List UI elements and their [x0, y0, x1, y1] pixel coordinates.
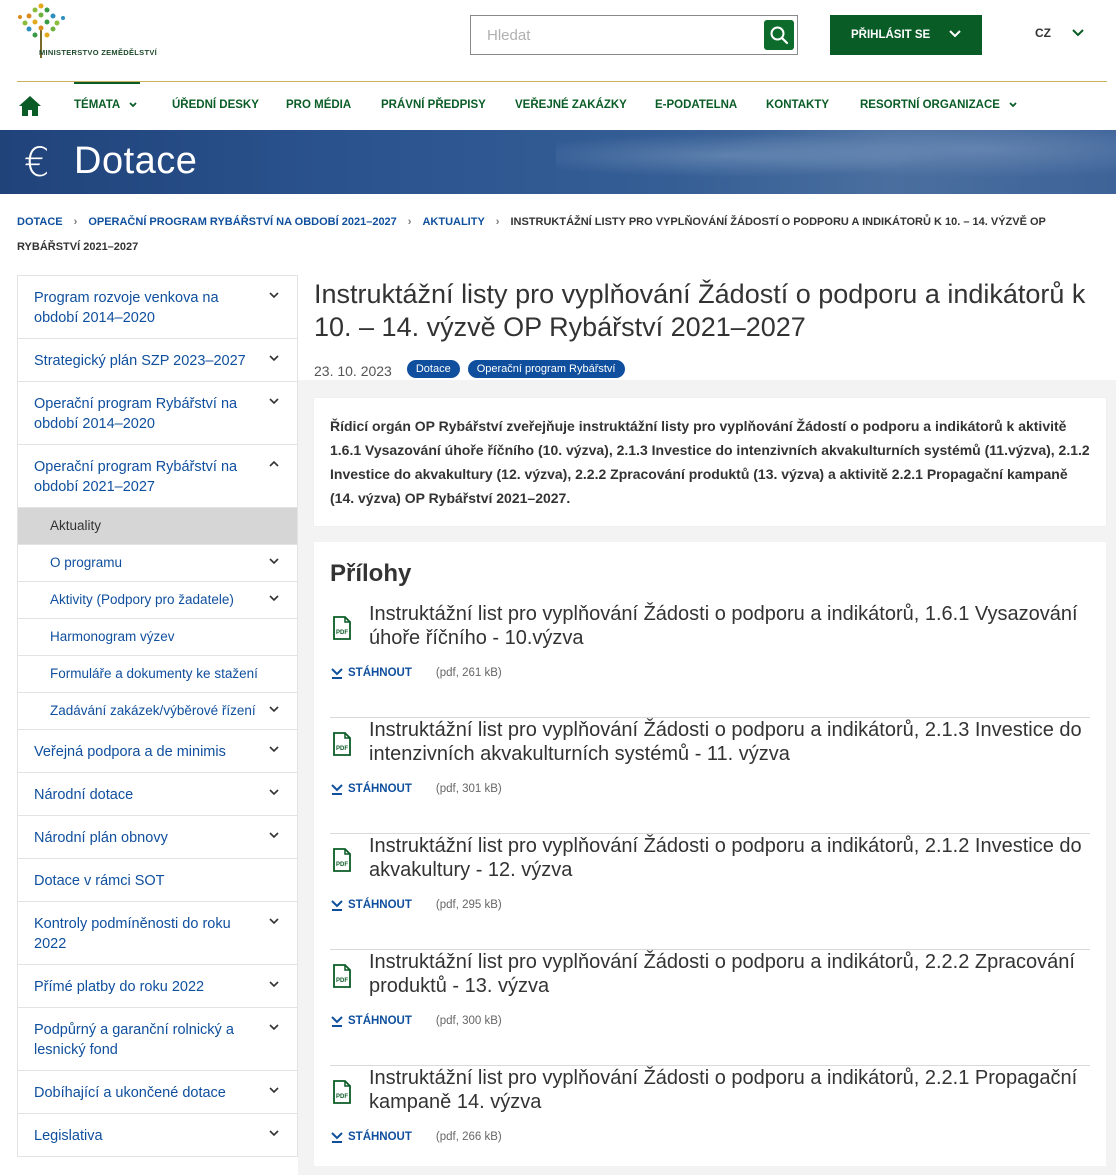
sidebar-item-szp[interactable]: Strategický plán SZP 2023–2027 — [18, 339, 297, 382]
tag-dotace[interactable]: Dotace — [407, 360, 460, 378]
main-navigation — [0, 82, 1116, 130]
language-selector[interactable]: CZ — [1035, 26, 1051, 40]
tag-op-rybarstvi[interactable]: Operační program Rybářství — [468, 360, 625, 378]
banner-background — [556, 130, 1116, 194]
nav-item-uredni-desky[interactable]: ÚŘEDNÍ DESKY — [172, 99, 259, 111]
sidebar-subitem-aktivity[interactable]: Aktivity (Podpory pro žadatele) — [18, 582, 297, 619]
file-info: (pdf, 301 kB) — [435, 783, 502, 795]
chevron-down-icon[interactable] — [269, 917, 279, 925]
chevron-down-icon[interactable] — [269, 354, 279, 362]
logo-text: MINISTERSTVO ZEMĚDĚLSTVÍ — [39, 48, 158, 57]
file-info: (pdf, 300 kB) — [435, 1015, 502, 1027]
chevron-down-icon[interactable] — [269, 980, 279, 988]
sidebar-subitem-o-programu[interactable]: O programu — [18, 545, 297, 582]
article-perex: Řídicí orgán OP Rybářství zveřejňuje instruktážní listy pro vyplňování Žádostí o podporu a indikátorů k aktivitě 1.6.1 Vysazování úhoře říčního (10. výzva), 2.1.3 Investice do intenzivních akvakulturních systémů (11.výzva), 2.1.2 Investice do akvakultury (12. výzva), 2.2.2 Zpracování produktů (13. výzva) a aktivitě 2.2.1 Propagační kampaně (14. výzva) OP Rybářství 2021–2027. — [314, 398, 1106, 526]
svg-text:PDF: PDF — [336, 630, 348, 636]
sidebar-item-legislativa[interactable]: Legislativa — [18, 1114, 297, 1157]
chevron-down-icon[interactable] — [269, 788, 279, 796]
nav-active-indicator — [74, 82, 140, 84]
nav-item-e-podatelna[interactable]: E-PODATELNA — [655, 99, 738, 111]
search-box — [470, 15, 798, 55]
attachment-item — [330, 602, 1090, 718]
file-info: (pdf, 266 kB) — [435, 1131, 502, 1143]
download-link[interactable] — [330, 1130, 502, 1144]
sidebar-item-dobihajici-dotace[interactable]: Dobíhající a ukončené dotace — [18, 1071, 297, 1114]
pdf-file-icon — [332, 1080, 352, 1104]
svg-text:PDF: PDF — [336, 746, 348, 752]
chevron-down-icon[interactable] — [269, 745, 279, 753]
breadcrumb-separator-icon: › — [495, 216, 500, 228]
pdf-file-icon — [332, 848, 352, 872]
attachment-title[interactable]: Instruktážní list pro vyplňování Žádosti o podporu a indikátorů, 2.2.1 Propagační kampaně 14. výzva — [369, 1067, 1078, 1113]
section-title: Dotace — [74, 140, 198, 182]
chevron-down-icon[interactable] — [269, 557, 279, 565]
sidebar-subitem-harmonogram[interactable]: Harmonogram výzev — [18, 619, 297, 656]
download-link[interactable] — [330, 1014, 502, 1028]
attachment-item — [330, 1066, 1090, 1175]
attachment-item — [330, 950, 1090, 1066]
chevron-down-icon — [948, 27, 962, 41]
section-banner — [0, 130, 1116, 194]
chevron-down-icon — [129, 102, 137, 108]
download-link[interactable] — [330, 898, 502, 912]
download-label: STÁHNOUT — [348, 1015, 412, 1027]
sidebar-item-op-rybarstvi-2021[interactable]: Operační program Rybářství na období 2021–2027 — [18, 445, 297, 508]
download-link[interactable] — [330, 782, 502, 796]
sidebar-item-narodni-plan-obnovy[interactable]: Národní plán obnovy — [18, 816, 297, 859]
attachment-item — [330, 834, 1090, 950]
sidebar-navigation — [17, 275, 298, 1157]
file-info: (pdf, 261 kB) — [435, 667, 502, 679]
breadcrumb-link-dotace[interactable]: DOTACE — [17, 216, 63, 228]
nav-item-kontakty[interactable]: KONTAKTY — [766, 99, 830, 111]
attachment-title[interactable]: Instruktážní list pro vyplňování Žádosti o podporu a indikátorů, 1.6.1 Vysazování úhoře říčního - 10.výzva — [369, 603, 1078, 649]
download-icon — [330, 1130, 344, 1144]
page-title: Instruktážní listy pro vyplňování Žádostí o podporu a indikátorů k 10. – 14. výzvě OP Rybářství 2021–2027 — [314, 279, 1086, 342]
pdf-file-icon — [332, 732, 352, 756]
sidebar-item-prime-platby[interactable]: Přímé platby do roku 2022 — [18, 965, 297, 1008]
pdf-file-icon — [332, 964, 352, 988]
breadcrumb-link-aktuality[interactable]: AKTUALITY — [422, 216, 485, 228]
chevron-down-icon[interactable] — [269, 291, 279, 299]
svg-text:PDF: PDF — [336, 1094, 348, 1100]
search-button[interactable] — [764, 20, 794, 50]
download-label: STÁHNOUT — [348, 899, 412, 911]
sidebar-item-narodni-dotace[interactable]: Národní dotace — [18, 773, 297, 816]
download-label: STÁHNOUT — [348, 1131, 412, 1143]
breadcrumb-current: INSTRUKTÁŽNÍ LISTY PRO VYPLŇOVÁNÍ ŽÁDOSTÍ O PODPORU A INDIKÁTORŮ K 10. – 14. VÝZVĚ OP RYBÁŘSTVÍ 2021–2027 — [17, 216, 1046, 253]
download-icon — [330, 782, 344, 796]
chevron-down-icon — [1009, 102, 1017, 108]
chevron-down-icon[interactable] — [269, 1086, 279, 1094]
breadcrumb-link-op-rybarstvi[interactable]: OPERAČNÍ PROGRAM RYBÁŘSTVÍ NA OBDOBÍ 2021–2027 — [88, 216, 397, 228]
sidebar-item-dotace-sot[interactable]: Dotace v rámci SOT — [18, 859, 297, 902]
sidebar-item-op-rybarstvi-2014[interactable]: Operační program Rybářství na období 2014–2020 — [18, 382, 297, 445]
pdf-file-icon — [332, 616, 352, 640]
sidebar-subitem-zadavani-zakazek[interactable]: Zadávání zakázek/výběrové řízení — [18, 693, 297, 730]
sidebar-item-kontroly-podminenosti[interactable]: Kontroly podmíněnosti do roku 2022 — [18, 902, 297, 965]
download-icon — [330, 1014, 344, 1028]
chevron-down-icon[interactable] — [269, 397, 279, 405]
nav-item-resortni-organizace[interactable]: RESORTNÍ ORGANIZACE — [860, 99, 1017, 111]
login-button[interactable] — [830, 15, 982, 55]
chevron-down-icon[interactable] — [1071, 26, 1085, 40]
download-label: STÁHNOUT — [348, 783, 412, 795]
svg-text:PDF: PDF — [336, 978, 348, 984]
chevron-up-icon[interactable] — [269, 460, 279, 468]
file-info: (pdf, 295 kB) — [435, 899, 502, 911]
download-label: STÁHNOUT — [348, 667, 412, 679]
search-input[interactable] — [471, 16, 761, 54]
article-meta — [314, 359, 633, 379]
attachment-title[interactable]: Instruktážní list pro vyplňování Žádosti o podporu a indikátorů, 2.1.2 Investice do akvakultury - 12. výzva — [369, 835, 1082, 881]
attachments-heading: Přílohy — [330, 560, 412, 587]
breadcrumb-separator-icon: › — [407, 216, 412, 228]
ministry-logo[interactable] — [17, 0, 169, 62]
sidebar-item-de-minimis[interactable]: Veřejná podpora a de minimis — [18, 730, 297, 773]
download-icon — [330, 898, 344, 912]
login-label: PŘIHLÁSIT SE — [851, 29, 931, 41]
sidebar-item-pgrlf[interactable]: Podpůrný a garanční rolnický a lesnický fond — [18, 1008, 297, 1071]
site-header — [0, 0, 1116, 82]
breadcrumb-separator-icon: › — [73, 216, 78, 228]
chevron-down-icon[interactable] — [269, 705, 279, 713]
attachments-section — [314, 542, 1106, 1166]
sidebar-subitem-aktuality[interactable]: Aktuality — [18, 508, 297, 545]
chevron-down-icon[interactable] — [269, 831, 279, 839]
nav-item-verejne-zakazky[interactable]: VEŘEJNÉ ZAKÁZKY — [515, 99, 627, 111]
euro-icon: € — [24, 140, 50, 186]
download-icon — [330, 666, 344, 680]
chevron-down-icon[interactable] — [269, 1023, 279, 1031]
nav-item-pravni-predpisy[interactable]: PRÁVNÍ PŘEDPISY — [381, 99, 486, 111]
nav-item-temata[interactable]: TÉMATA — [74, 99, 137, 111]
nav-item-pro-media[interactable]: PRO MÉDIA — [286, 99, 352, 111]
breadcrumb — [17, 210, 1102, 260]
attachment-title[interactable]: Instruktážní list pro vyplňování Žádosti o podporu a indikátorů, 2.1.3 Investice do intenzivních akvakulturních systémů - 11. výzva — [369, 719, 1082, 765]
sidebar-item-prv-2014[interactable]: Program rozvoje venkova na období 2014–2020 — [18, 276, 297, 339]
search-icon — [769, 25, 789, 45]
chevron-down-icon[interactable] — [269, 1129, 279, 1137]
attachment-item — [330, 718, 1090, 834]
download-link[interactable] — [330, 666, 502, 680]
article-date: 23. 10. 2023 — [314, 362, 392, 379]
chevron-down-icon[interactable] — [269, 594, 279, 602]
sidebar-subitem-formulare[interactable]: Formuláře a dokumenty ke stažení — [18, 656, 297, 693]
attachment-title[interactable]: Instruktážní list pro vyplňování Žádosti o podporu a indikátorů, 2.2.2 Zpracování produktů - 13. výzva — [369, 951, 1075, 997]
svg-text:PDF: PDF — [336, 862, 348, 868]
home-icon[interactable] — [18, 95, 42, 117]
